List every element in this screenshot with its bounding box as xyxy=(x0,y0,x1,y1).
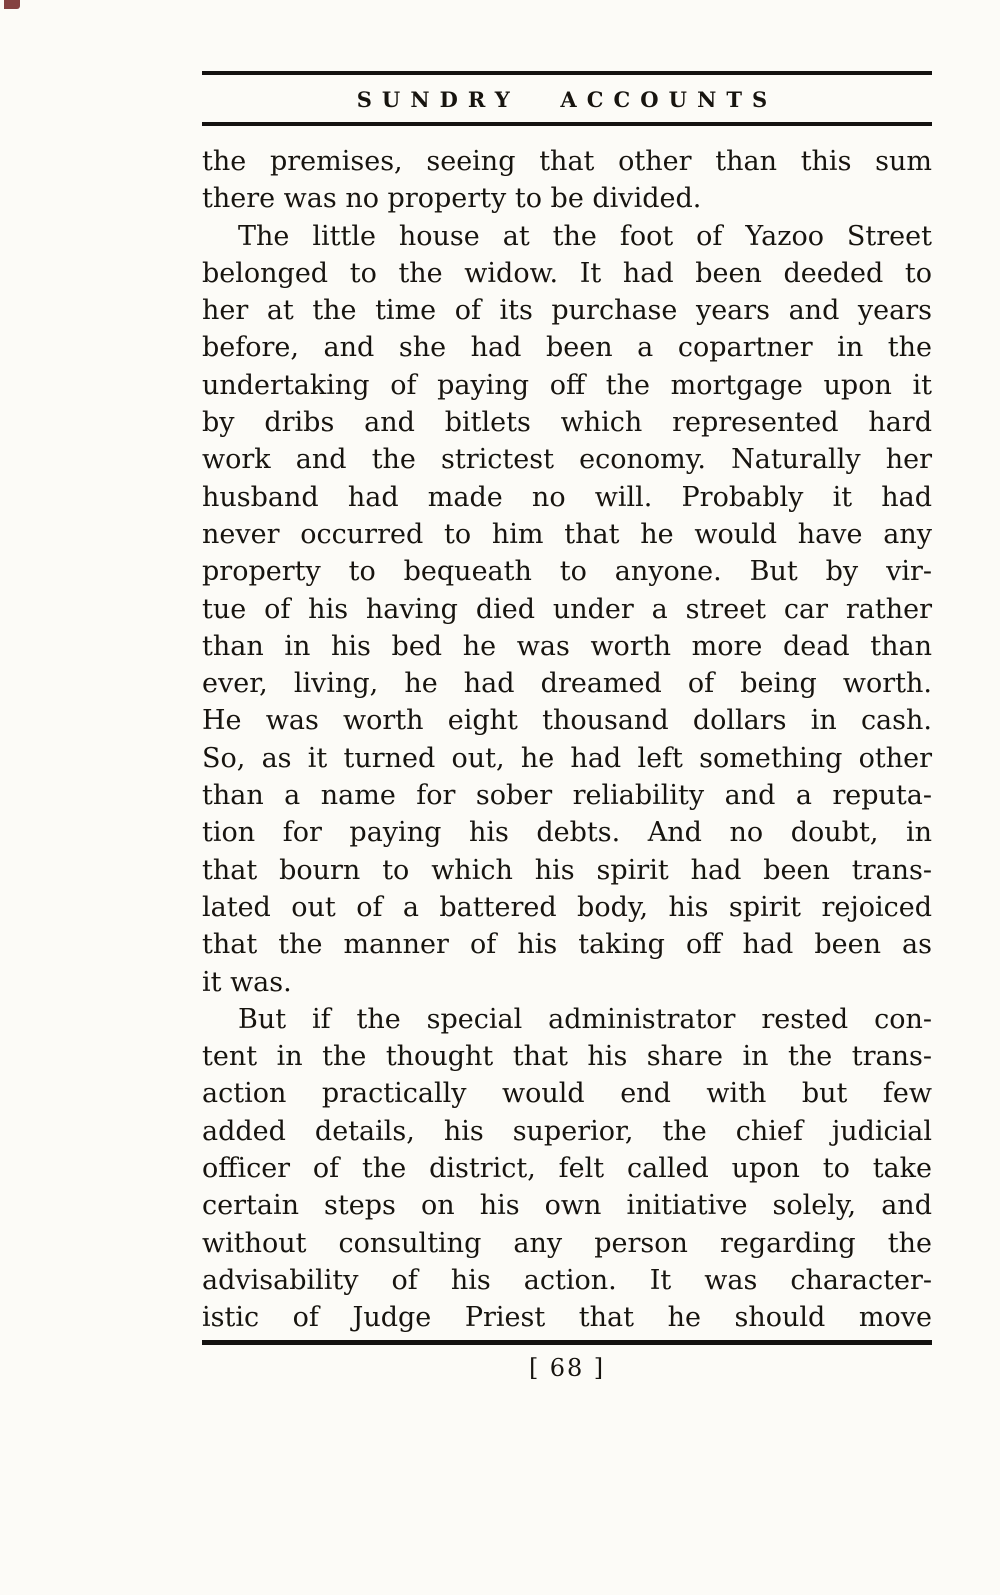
text-line: belonged to the widow. It had been deeded to xyxy=(202,257,932,289)
scan-artifact-mark xyxy=(4,0,20,9)
text-line: officer of the district, felt called upon to take xyxy=(202,1153,932,1185)
text-line: never occurred to him that he would have any xyxy=(202,518,932,550)
text-line: work and the strictest economy. Naturally her xyxy=(202,444,932,476)
text-line: He was worth eight thousand dollars in cash. xyxy=(202,705,932,737)
running-head-title: SUNDRY ACCOUNTS xyxy=(356,87,778,112)
text-line: it was. xyxy=(202,966,292,998)
text-line: property to bequeath to anyone. But by vir- xyxy=(202,556,932,588)
text-line: So, as it turned out, he had left something other xyxy=(202,742,932,774)
text-line: lated out of a battered body, his spirit rejoiced xyxy=(202,891,932,923)
text-line: her at the time of its purchase years and years xyxy=(202,295,932,327)
text-line: than in his bed he was worth more dead than xyxy=(202,630,932,662)
text-line: tue of his having died under a street car rather xyxy=(202,593,932,625)
text-line: that bourn to which his spirit had been trans- xyxy=(202,854,932,886)
page-number: [ 68 ] xyxy=(528,1353,606,1382)
bottom-rule xyxy=(202,1340,932,1345)
text-line: tion for paying his debts. And no doubt, in xyxy=(202,817,932,849)
text-line: husband had made no will. Probably it had xyxy=(202,481,932,513)
text-line: there was no property to be divided. xyxy=(202,183,702,215)
text-line: The little house at the foot of Yazoo Street xyxy=(238,220,932,252)
text-line: without consulting any person regarding the xyxy=(202,1227,932,1259)
text-line: istic of Judge Priest that he should move xyxy=(202,1302,932,1334)
page-content xyxy=(202,0,932,1382)
text-line: action practically would end with but few xyxy=(202,1078,932,1110)
header-rule xyxy=(202,122,932,126)
text-line: ever, living, he had dreamed of being worth. xyxy=(202,668,932,700)
text-line: undertaking of paying off the mortgage upon it xyxy=(202,369,932,401)
text-line: than a name for sober reliability and a reputa- xyxy=(202,780,932,812)
text-line: before, and she had been a copartner in the xyxy=(202,332,932,364)
body-text xyxy=(202,143,932,1337)
text-line: But if the special administrator rested con- xyxy=(238,1003,932,1035)
text-line: certain steps on his own initiative solely, and xyxy=(202,1190,932,1222)
text-line: by dribs and bitlets which represented hard xyxy=(202,407,932,439)
text-line: advisability of his action. It was character- xyxy=(202,1264,932,1296)
top-rule xyxy=(202,71,932,75)
text-line: tent in the thought that his share in the trans- xyxy=(202,1041,932,1073)
text-line: added details, his superior, the chief judicial xyxy=(202,1115,932,1147)
text-line: that the manner of his taking off had been as xyxy=(202,929,932,961)
text-line: the premises, seeing that other than this sum xyxy=(202,146,932,177)
